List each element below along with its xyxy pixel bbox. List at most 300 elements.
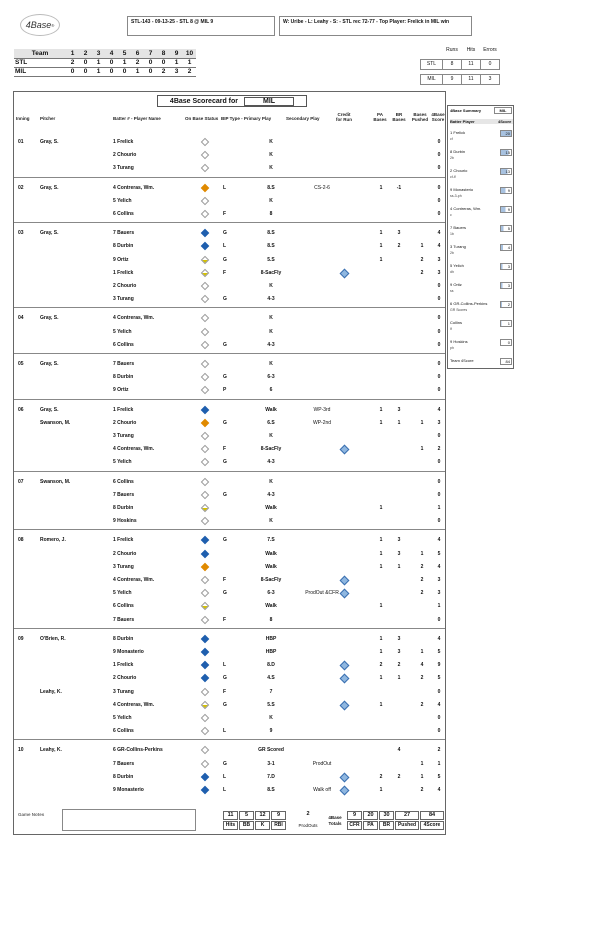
br-bases: 3	[397, 649, 401, 655]
on-base-diamond-icon	[200, 535, 210, 545]
summary-title-text: 4Base Summary	[450, 108, 482, 113]
total-br: 30	[379, 811, 394, 820]
credit-for-run-icon	[341, 660, 348, 669]
line-score-row	[14, 58, 196, 67]
primary-play: 8-SacFly	[260, 269, 282, 276]
bases-pushed: 2	[420, 590, 424, 597]
summary-player-position: ss	[450, 289, 454, 293]
inning-runs: 0	[157, 58, 170, 67]
pa-bases: 1	[379, 505, 383, 511]
bip-type: G	[223, 374, 227, 381]
table-row	[14, 182, 445, 195]
pa-bases: 1	[379, 184, 383, 191]
table-row	[14, 771, 445, 784]
inning-number: 10	[18, 747, 24, 754]
col-score: 4Base Score	[431, 112, 445, 122]
table-row	[14, 267, 445, 280]
bases-pushed: 1	[420, 419, 424, 426]
table-row	[14, 489, 445, 502]
batter-name: 5 Yelich	[113, 459, 132, 466]
inning-runs: 1	[118, 58, 131, 67]
on-base-diamond-icon	[200, 575, 210, 585]
credit-for-run-icon	[341, 268, 348, 277]
primary-play: 6.S	[267, 419, 275, 426]
inning-number: 01	[18, 139, 24, 145]
pa-bases: 1	[379, 635, 383, 642]
scorecard-title-text: 4Base Scorecard for	[169, 97, 239, 105]
game-info-text: STL-143 - 09-13-25 - STL 8 @ MIL 9	[131, 19, 214, 25]
batter-name: 5 Yelich	[113, 197, 132, 204]
game-notes-field[interactable]	[62, 809, 196, 831]
batter-name: 5 Yelich	[113, 715, 132, 721]
bip-type: L	[223, 662, 227, 669]
summary-player-name: 5 Yelich	[450, 263, 464, 268]
summary-player-position: dh	[450, 270, 454, 274]
primary-play: 9	[269, 728, 273, 735]
on-base-diamond-icon	[200, 137, 210, 147]
inning-runs: 0	[105, 58, 118, 67]
batter-name: 8 Durbin	[113, 773, 134, 780]
primary-play: K	[269, 152, 273, 159]
primary-play: 8.S	[267, 243, 275, 250]
inning-number: 05	[18, 361, 24, 367]
inning-header: 2	[79, 49, 92, 58]
4base-score: 4	[437, 701, 441, 708]
4base-score: 0	[437, 715, 441, 721]
table-row	[14, 293, 445, 306]
4base-score: 0	[437, 165, 441, 172]
summary-player-name: 9 Monasterio	[450, 187, 474, 192]
table-row	[14, 404, 445, 417]
primary-play: 8.S	[267, 184, 275, 191]
batter-name: 3 Turang	[113, 296, 134, 303]
label-pushed: Pushed	[395, 821, 419, 830]
bases-pushed: 2	[420, 269, 424, 276]
4base-score: 0	[437, 518, 441, 525]
primary-play: 7.D	[267, 773, 275, 780]
inning-separator	[14, 353, 445, 354]
inning-runs: 1	[131, 67, 144, 76]
batter-name: 2 Chourio	[113, 419, 137, 426]
4base-score: 4	[437, 406, 441, 413]
bip-type: G	[223, 459, 227, 466]
inning-separator	[14, 307, 445, 308]
bases-pushed: 2	[420, 256, 424, 263]
batter-name: 3 Turang	[113, 688, 134, 695]
pitcher-name: Gray, S.	[40, 361, 59, 367]
inning-number: 09	[18, 635, 24, 642]
bip-type: F	[223, 577, 227, 583]
primary-play: K	[269, 715, 273, 721]
col-pa: PA Bases	[373, 112, 387, 122]
primary-play: 8.S	[267, 787, 275, 793]
table-row	[14, 502, 445, 515]
label-4score: 4Score	[420, 821, 444, 830]
pa-bases: 1	[379, 406, 383, 413]
table-row	[14, 371, 445, 384]
table-row	[14, 227, 445, 240]
primary-play: K	[269, 361, 273, 367]
4base-score: 0	[437, 374, 441, 381]
label-4base-totals: 4Base Totals	[328, 815, 342, 826]
summary-player-score: 2	[500, 301, 512, 308]
summary-player-position: cf	[450, 137, 453, 141]
pitcher-name: Swanson, M.	[40, 478, 71, 485]
on-base-diamond-icon	[200, 418, 210, 428]
4base-score: 3	[437, 577, 441, 583]
primary-play: K	[269, 165, 273, 172]
primary-play: Walk	[265, 550, 277, 557]
summary-player-name: 6 GR-Collins-Perkins	[450, 301, 488, 306]
batter-name: 9 Ortiz	[113, 256, 129, 263]
batter-name: 2 Chourio	[113, 550, 137, 557]
label-cfr: CFR	[347, 821, 362, 830]
br-bases: 2	[397, 773, 401, 780]
primary-play: 4-3	[267, 341, 275, 348]
4base-score: 0	[437, 688, 441, 695]
table-row	[14, 600, 445, 613]
bases-pushed: 2	[420, 701, 424, 708]
table-row	[14, 659, 445, 672]
summary-player-score: 15	[500, 149, 512, 156]
bases-pushed: 1	[420, 760, 424, 767]
primary-play: HBP	[265, 649, 277, 655]
br-bases: 1	[397, 419, 401, 426]
inning-number: 02	[18, 184, 24, 191]
credit-for-run-icon	[341, 700, 348, 709]
bases-pushed: 1	[420, 773, 424, 780]
bip-type: P	[223, 387, 227, 394]
inning-header: 3	[92, 49, 105, 58]
inning-number: 03	[18, 230, 24, 237]
4base-score: 0	[437, 283, 441, 289]
br-bases: 4	[397, 747, 401, 754]
pa-bases: 1	[379, 230, 383, 237]
summary-col-score: 4Score	[498, 119, 512, 124]
on-base-diamond-icon	[200, 673, 210, 683]
col-onbase: On Base Status	[185, 116, 219, 121]
pa-bases: 1	[379, 563, 383, 570]
table-row	[14, 136, 445, 149]
table-row	[14, 587, 445, 600]
inning-separator	[14, 399, 445, 400]
primary-play: Walk	[265, 603, 277, 610]
4base-score: 1	[437, 603, 441, 610]
summary-player-score: 1	[500, 320, 512, 327]
summary-player-score: 9	[500, 187, 512, 194]
bases-pushed: 1	[420, 649, 424, 655]
summary-col-player: Batter Player	[450, 119, 513, 124]
batter-name: 6 Collins	[113, 478, 134, 485]
scorecard-team: MIL	[244, 97, 294, 106]
bip-type: L	[223, 184, 227, 191]
summary-title	[450, 108, 507, 113]
pitcher-name: O'Brien, R.	[40, 635, 66, 642]
inning-separator	[14, 471, 445, 472]
scorecard-title	[157, 95, 307, 107]
4base-score: 0	[437, 616, 441, 623]
table-row	[14, 312, 445, 325]
game-result-text: W: Uribe - L: Leahy - S: - STL rec 72-77 - Top Player: Frelick in MIL win	[283, 19, 450, 25]
primary-play: K	[269, 283, 273, 289]
primary-play: K	[269, 139, 273, 145]
4base-score: 5	[437, 649, 441, 655]
table-row	[14, 633, 445, 646]
primary-play: K	[269, 315, 273, 322]
batter-name: 9 Monasterio	[113, 649, 144, 655]
line-score-row	[14, 67, 196, 76]
inning-runs: 1	[170, 58, 183, 67]
table-row	[14, 326, 445, 339]
table-row	[14, 534, 445, 547]
batter-name: 9 Hoskins	[113, 518, 137, 525]
inning-separator	[14, 628, 445, 629]
summary-team: MIL	[494, 107, 512, 114]
primary-play: HBP	[265, 635, 277, 642]
4base-score: 0	[437, 152, 441, 159]
batter-name: 7 Bauers	[113, 616, 135, 623]
rhe-value: 3	[481, 74, 500, 84]
batter-name: 7 Bauers	[113, 760, 135, 767]
4base-score: 4	[437, 230, 441, 237]
4base-score: 9	[437, 662, 441, 669]
bip-type: L	[223, 787, 227, 793]
primary-play: K	[269, 478, 273, 485]
credit-for-run-icon	[341, 673, 348, 682]
table-row	[14, 744, 445, 757]
batter-name: 1 Frelick	[113, 139, 134, 145]
on-base-diamond-icon	[200, 726, 210, 736]
table-row	[14, 339, 445, 352]
secondary-play: CS-2-6	[314, 184, 330, 191]
summary-player-name: 9 Hoskins	[450, 339, 468, 344]
bases-pushed: 1	[420, 550, 424, 557]
primary-play: K	[269, 433, 273, 439]
batter-name: 6 Collins	[113, 211, 134, 217]
4base-score: 5	[437, 675, 441, 682]
on-base-diamond-icon	[200, 562, 210, 572]
batter-name: 2 Chourio	[113, 675, 137, 682]
batter-name: 2 Chourio	[113, 152, 137, 159]
bip-type: F	[223, 269, 227, 276]
4base-score: 0	[437, 211, 441, 217]
summary-player-score: 9	[500, 206, 512, 213]
on-base-diamond-icon	[200, 615, 210, 625]
on-base-diamond-icon	[200, 759, 210, 769]
logo: 4Base ®	[20, 14, 60, 36]
primary-play: 7	[269, 688, 273, 695]
inning-separator	[14, 739, 445, 740]
pa-bases: 1	[379, 787, 383, 793]
on-base-diamond-icon	[200, 647, 210, 657]
team-name: MIL	[14, 67, 66, 76]
primary-play: K	[269, 197, 273, 204]
bases-pushed: 1	[420, 446, 424, 453]
rhe-value: 11	[462, 74, 481, 84]
table-row	[14, 443, 445, 456]
br-bases: 1	[397, 563, 401, 570]
on-base-diamond-icon	[200, 785, 210, 795]
on-base-diamond-icon	[200, 516, 210, 526]
on-base-diamond-icon	[200, 385, 210, 395]
bip-type: G	[223, 760, 227, 767]
inning-runs: 3	[170, 67, 183, 76]
on-base-diamond-icon	[200, 359, 210, 369]
br-bases: 3	[397, 550, 401, 557]
4base-score: 4	[437, 537, 441, 544]
on-base-diamond-icon	[200, 281, 210, 291]
table-row	[14, 476, 445, 489]
primary-play: 4.S	[267, 675, 275, 682]
on-base-diamond-icon	[200, 490, 210, 500]
bip-type: G	[223, 590, 227, 597]
bip-type: F	[223, 616, 227, 623]
4base-score: 0	[437, 491, 441, 498]
inning-header: 10	[183, 49, 196, 58]
col-inning: Inning	[16, 116, 30, 121]
4base-score: 0	[437, 459, 441, 466]
on-base-diamond-icon	[200, 405, 210, 415]
inning-separator	[14, 177, 445, 178]
br-bases: -1	[396, 184, 402, 191]
summary-panel	[447, 105, 514, 369]
on-base-diamond-icon	[200, 241, 210, 251]
primary-play: 4-3	[267, 491, 275, 498]
total-pa: 20	[363, 811, 378, 820]
inning-header: 1	[66, 49, 79, 58]
summary-player-position: ss-3-ph	[450, 194, 462, 198]
primary-play: 4-3	[267, 296, 275, 303]
summary-player-position: 2b	[450, 251, 454, 255]
primary-play: 8	[269, 211, 273, 217]
rhe-header: Runs	[446, 47, 458, 53]
label-pa: PA	[363, 821, 378, 830]
batter-name: 8 Durbin	[113, 505, 134, 511]
bip-type: G	[223, 256, 227, 263]
primary-play: K	[269, 518, 273, 525]
pa-bases: 2	[379, 773, 383, 780]
pa-bases: 1	[379, 701, 383, 708]
batter-name: 9 Monasterio	[113, 787, 144, 793]
summary-player-score: 13	[500, 168, 512, 175]
4base-score: 0	[437, 328, 441, 335]
table-row	[14, 712, 445, 725]
on-base-diamond-icon	[200, 601, 210, 611]
batter-name: 7 Bauers	[113, 361, 135, 367]
on-base-diamond-icon	[200, 372, 210, 382]
summary-player-score: 20	[500, 130, 512, 137]
on-base-diamond-icon	[200, 745, 210, 755]
table-row	[14, 417, 445, 430]
on-base-diamond-icon	[200, 700, 210, 710]
on-base-diamond-icon	[200, 268, 210, 278]
col-batter: Batter # - Player Name	[113, 116, 161, 121]
batter-name: 8 Durbin	[113, 243, 134, 250]
batter-name: 8 Durbin	[113, 635, 134, 642]
batter-name: 4 Contreras, Wm.	[113, 701, 155, 708]
bip-type: G	[223, 419, 227, 426]
primary-play: 8.S	[267, 230, 275, 237]
on-base-diamond-icon	[200, 340, 210, 350]
col-br: BR Bases	[392, 112, 406, 122]
br-bases: 2	[397, 662, 401, 669]
on-base-diamond-icon	[200, 477, 210, 487]
bip-type: F	[223, 211, 227, 217]
br-bases: 2	[397, 243, 401, 250]
inning-number: 08	[18, 537, 24, 544]
4base-score: 3	[437, 256, 441, 263]
rhe-value: 11	[462, 59, 481, 69]
batter-name: 3 Turang	[113, 563, 134, 570]
inning-header: 8	[157, 49, 170, 58]
4base-score: 5	[437, 550, 441, 557]
br-bases: 3	[397, 406, 401, 413]
batter-name: 3 Turang	[113, 165, 134, 172]
4base-score: 0	[437, 361, 441, 367]
primary-play: 5.S	[267, 256, 275, 263]
summary-player-position: GR Scores	[450, 308, 468, 312]
table-row	[14, 430, 445, 443]
label-rbi: RBI	[271, 821, 286, 830]
table-row	[14, 646, 445, 659]
total-prodouts: 2	[306, 811, 310, 817]
credit-for-run-icon	[341, 575, 348, 584]
on-base-diamond-icon	[200, 503, 210, 513]
table-row	[14, 672, 445, 685]
primary-play: 8	[269, 616, 273, 623]
summary-player-position: cf-lf	[450, 175, 456, 179]
bases-pushed: 2	[420, 563, 424, 570]
inning-header: 6	[131, 49, 144, 58]
rhe-team: STL	[421, 59, 443, 69]
on-base-diamond-icon	[200, 150, 210, 160]
inning-runs: 0	[105, 67, 118, 76]
batter-name: 1 Frelick	[113, 537, 134, 544]
table-row	[14, 240, 445, 253]
primary-play: 8-SacFly	[260, 577, 282, 583]
table-row	[14, 384, 445, 397]
on-base-diamond-icon	[200, 549, 210, 559]
table-row	[14, 686, 445, 699]
team-header: Team	[14, 49, 66, 58]
secondary-play: ProdOut	[312, 760, 332, 767]
table-row	[14, 561, 445, 574]
4base-score: 0	[437, 341, 441, 348]
on-base-diamond-icon	[200, 294, 210, 304]
primary-play: 6	[269, 387, 273, 394]
pa-bases: 1	[379, 649, 383, 655]
bip-type: G	[223, 701, 227, 708]
credit-for-run-icon	[341, 772, 348, 781]
pa-bases: 1	[379, 550, 383, 557]
4base-score: 0	[437, 296, 441, 303]
table-row	[14, 195, 445, 208]
batter-name: 6 Collins	[113, 603, 134, 610]
summary-player-score: 3	[500, 263, 512, 270]
pa-bases: 1	[379, 675, 383, 682]
4base-score: 0	[437, 315, 441, 322]
batter-name: 5 Yelich	[113, 590, 132, 597]
summary-player-name: 3 Turang	[450, 244, 466, 249]
inning-header: 7	[144, 49, 157, 58]
label-hits: Hits	[223, 821, 238, 830]
bip-type: G	[223, 230, 227, 237]
primary-play: 5.S	[267, 701, 275, 708]
bip-type: F	[223, 446, 227, 453]
inning-runs: 2	[157, 67, 170, 76]
bases-pushed: 4	[420, 662, 424, 669]
pa-bases: 2	[379, 662, 383, 669]
